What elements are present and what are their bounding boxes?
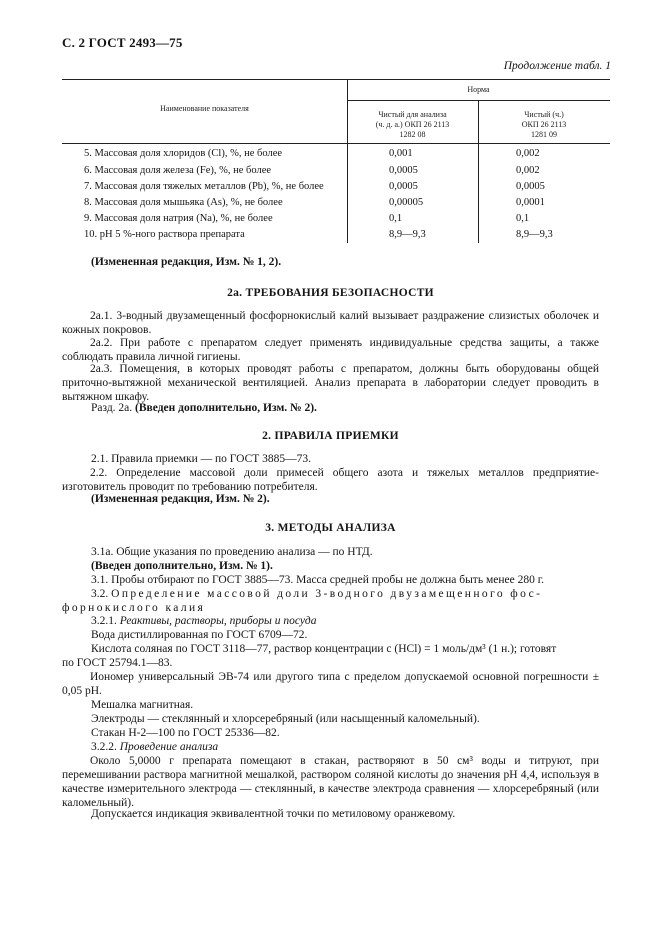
- table-row-value-grade1: 0,001: [389, 148, 413, 159]
- paragraph: 3.1а. Общие указания по проведению анализа — по НТД.: [91, 546, 373, 558]
- paragraph: Иономер универсальный ЭВ-74 или другого типа с пределом допускаемой основной погрешности ± 0,05 pH.: [62, 671, 599, 697]
- table-row-value-grade2: 0,0005: [516, 181, 545, 192]
- paragraph: Около 5,0000 г препарата помещают в стакан, растворяют в 50 см³ воды и титруют, при перемешивании раствора магнитной мешалкой, раствором соляной кислоты до значения pH 4,4, используя в качестве измерительного электрода — стеклянный, в качестве электрода сравнения — хлорсеребряный (или каломельный).: [62, 755, 599, 809]
- table-row-label: 5. Массовая доля хлоридов (Cl), %, не более: [84, 148, 283, 159]
- clause-number: 3.2.1.: [91, 615, 117, 627]
- paragraph: [91, 740, 218, 754]
- amendment-note: (Введен дополнительно, Изм. № 1).: [91, 560, 273, 572]
- grade2-header-line: ОКП 26 2113: [521, 120, 567, 129]
- grade2-header-line: 1281 09: [531, 130, 557, 139]
- paragraph: Вода дистиллированная по ГОСТ 6709—72.: [91, 629, 308, 641]
- section-title: 2а. ТРЕБОВАНИЯ БЕЗОПАСНОСТИ: [227, 287, 434, 299]
- page-header: С. 2 ГОСТ 2493—75: [62, 35, 183, 50]
- paragraph: [91, 587, 542, 601]
- section-title: 3. МЕТОДЫ АНАЛИЗА: [265, 522, 396, 534]
- paragraph: по ГОСТ 25794.1—83.: [62, 657, 173, 669]
- table-row-value-grade1: 8,9—9,3: [389, 229, 426, 240]
- table-header-bottom-rule: [62, 143, 610, 144]
- grade2-header-line: Чистый (ч.): [524, 110, 564, 119]
- paragraph: Стакан Н-2—100 по ГОСТ 25336—82.: [91, 727, 280, 739]
- subsection-title: Проведение анализа: [119, 741, 219, 753]
- paragraph: Допускается индикация эквивалентной точки по метиловому оранжевому.: [91, 808, 456, 820]
- norm-header: Норма: [467, 85, 490, 94]
- amendment-note: (Введен дополнительно, Изм. № 2).: [135, 402, 317, 414]
- table-row-value-grade2: 0,002: [516, 165, 540, 176]
- paragraph: 2а.3. Помещения, в которых проводят работы с препаратом, должны быть оборудованы общей приточно-вытяжной механической вентиляцией. Анализ препарата в лаборатории следует проводить в вытяжном шкафу.: [62, 363, 599, 403]
- paragraph: 2.1. Правила приемки — по ГОСТ 3885—73.: [91, 453, 312, 465]
- grade1-header: [347, 110, 478, 140]
- grade1-header-line: (ч. д. а.) ОКП 26 2113: [375, 120, 450, 129]
- section-title: 2. ПРАВИЛА ПРИЕМКИ: [262, 430, 399, 442]
- table-row-value-grade1: 0,0005: [389, 165, 418, 176]
- spaced-heading: форнокислого калия: [62, 602, 206, 614]
- table-row-value-grade1: 0,0005: [389, 181, 418, 192]
- paragraph: 3.1. Пробы отбирают по ГОСТ 3885—73. Масса средней пробы не должна быть менее 280 г.: [91, 574, 544, 586]
- grade1-header-line: 1282 08: [399, 130, 426, 139]
- table-row-label: 8. Массовая доля мышьяка (As), %, не более: [84, 197, 283, 208]
- col-name-header: Наименование показателя: [160, 104, 249, 113]
- grade1-header-line: Чистый для анализа: [378, 110, 447, 119]
- table-row-value-grade2: 0,0001: [516, 197, 545, 208]
- paragraph: 2.2. Определение массовой доли примесей общего азота и тяжелых металлов предприятие-изготовитель проводит по требованию потребителя.: [62, 467, 599, 493]
- table-continuation-label: Продолжение табл. 1: [503, 60, 611, 72]
- table-row-label: 9. Массовая доля натрия (Na), %, не более: [84, 213, 273, 224]
- paragraph: [91, 401, 317, 415]
- table-row-value-grade2: 8,9—9,3: [516, 229, 553, 240]
- spaced-heading: Определение массовой доли 3-водного двузамещенного фос-: [111, 588, 543, 600]
- clause-number: 3.2.2.: [91, 741, 117, 753]
- table-row-value-grade1: 0,00005: [389, 197, 424, 208]
- table-col-divider-1: [347, 79, 348, 243]
- table-row-value-grade2: 0,002: [516, 148, 540, 159]
- amendment-note: (Измененная редакция, Изм. № 2).: [91, 493, 270, 505]
- paragraph: 2а.1. 3-водный двузамещенный фосфорнокислый калий вызывает раздражение слизистых оболочек и кожных покровов.: [62, 310, 599, 336]
- amendment-note: (Измененная редакция, Изм. № 1, 2).: [91, 256, 282, 268]
- table-row-label: 10. pH 5 %-ного раствора препарата: [84, 229, 245, 240]
- table-row-value-grade1: 0,1: [389, 213, 403, 224]
- table-row-label: 7. Массовая доля тяжелых металлов (Pb), %, не более: [84, 181, 324, 192]
- paragraph: [91, 614, 317, 628]
- subsection-title: Реактивы, растворы, приборы и посуда: [119, 615, 317, 627]
- table-row-value-grade2: 0,1: [516, 213, 530, 224]
- table-top-rule: [62, 79, 610, 80]
- paragraph: Электроды — стеклянный и хлорсеребряный (или насыщенный каломельный).: [91, 713, 480, 725]
- clause-number: 3.2.: [91, 588, 109, 600]
- paragraph: Мешалка магнитная.: [91, 699, 194, 711]
- paragraph: 2а.2. При работе с препаратом следует применять индивидуальные средства защиты, а также соблюдать правила личной гигиены.: [62, 337, 599, 363]
- grade2-header: [478, 110, 610, 140]
- table-row-label: 6. Массовая доля железа (Fe), %, не более: [84, 165, 272, 176]
- section-ref: Разд. 2а.: [91, 402, 133, 414]
- paragraph: Кислота соляная по ГОСТ 3118—77, раствор концентрации с (HCl) = 1 моль/дм³ (1 н.); готовят: [91, 643, 557, 655]
